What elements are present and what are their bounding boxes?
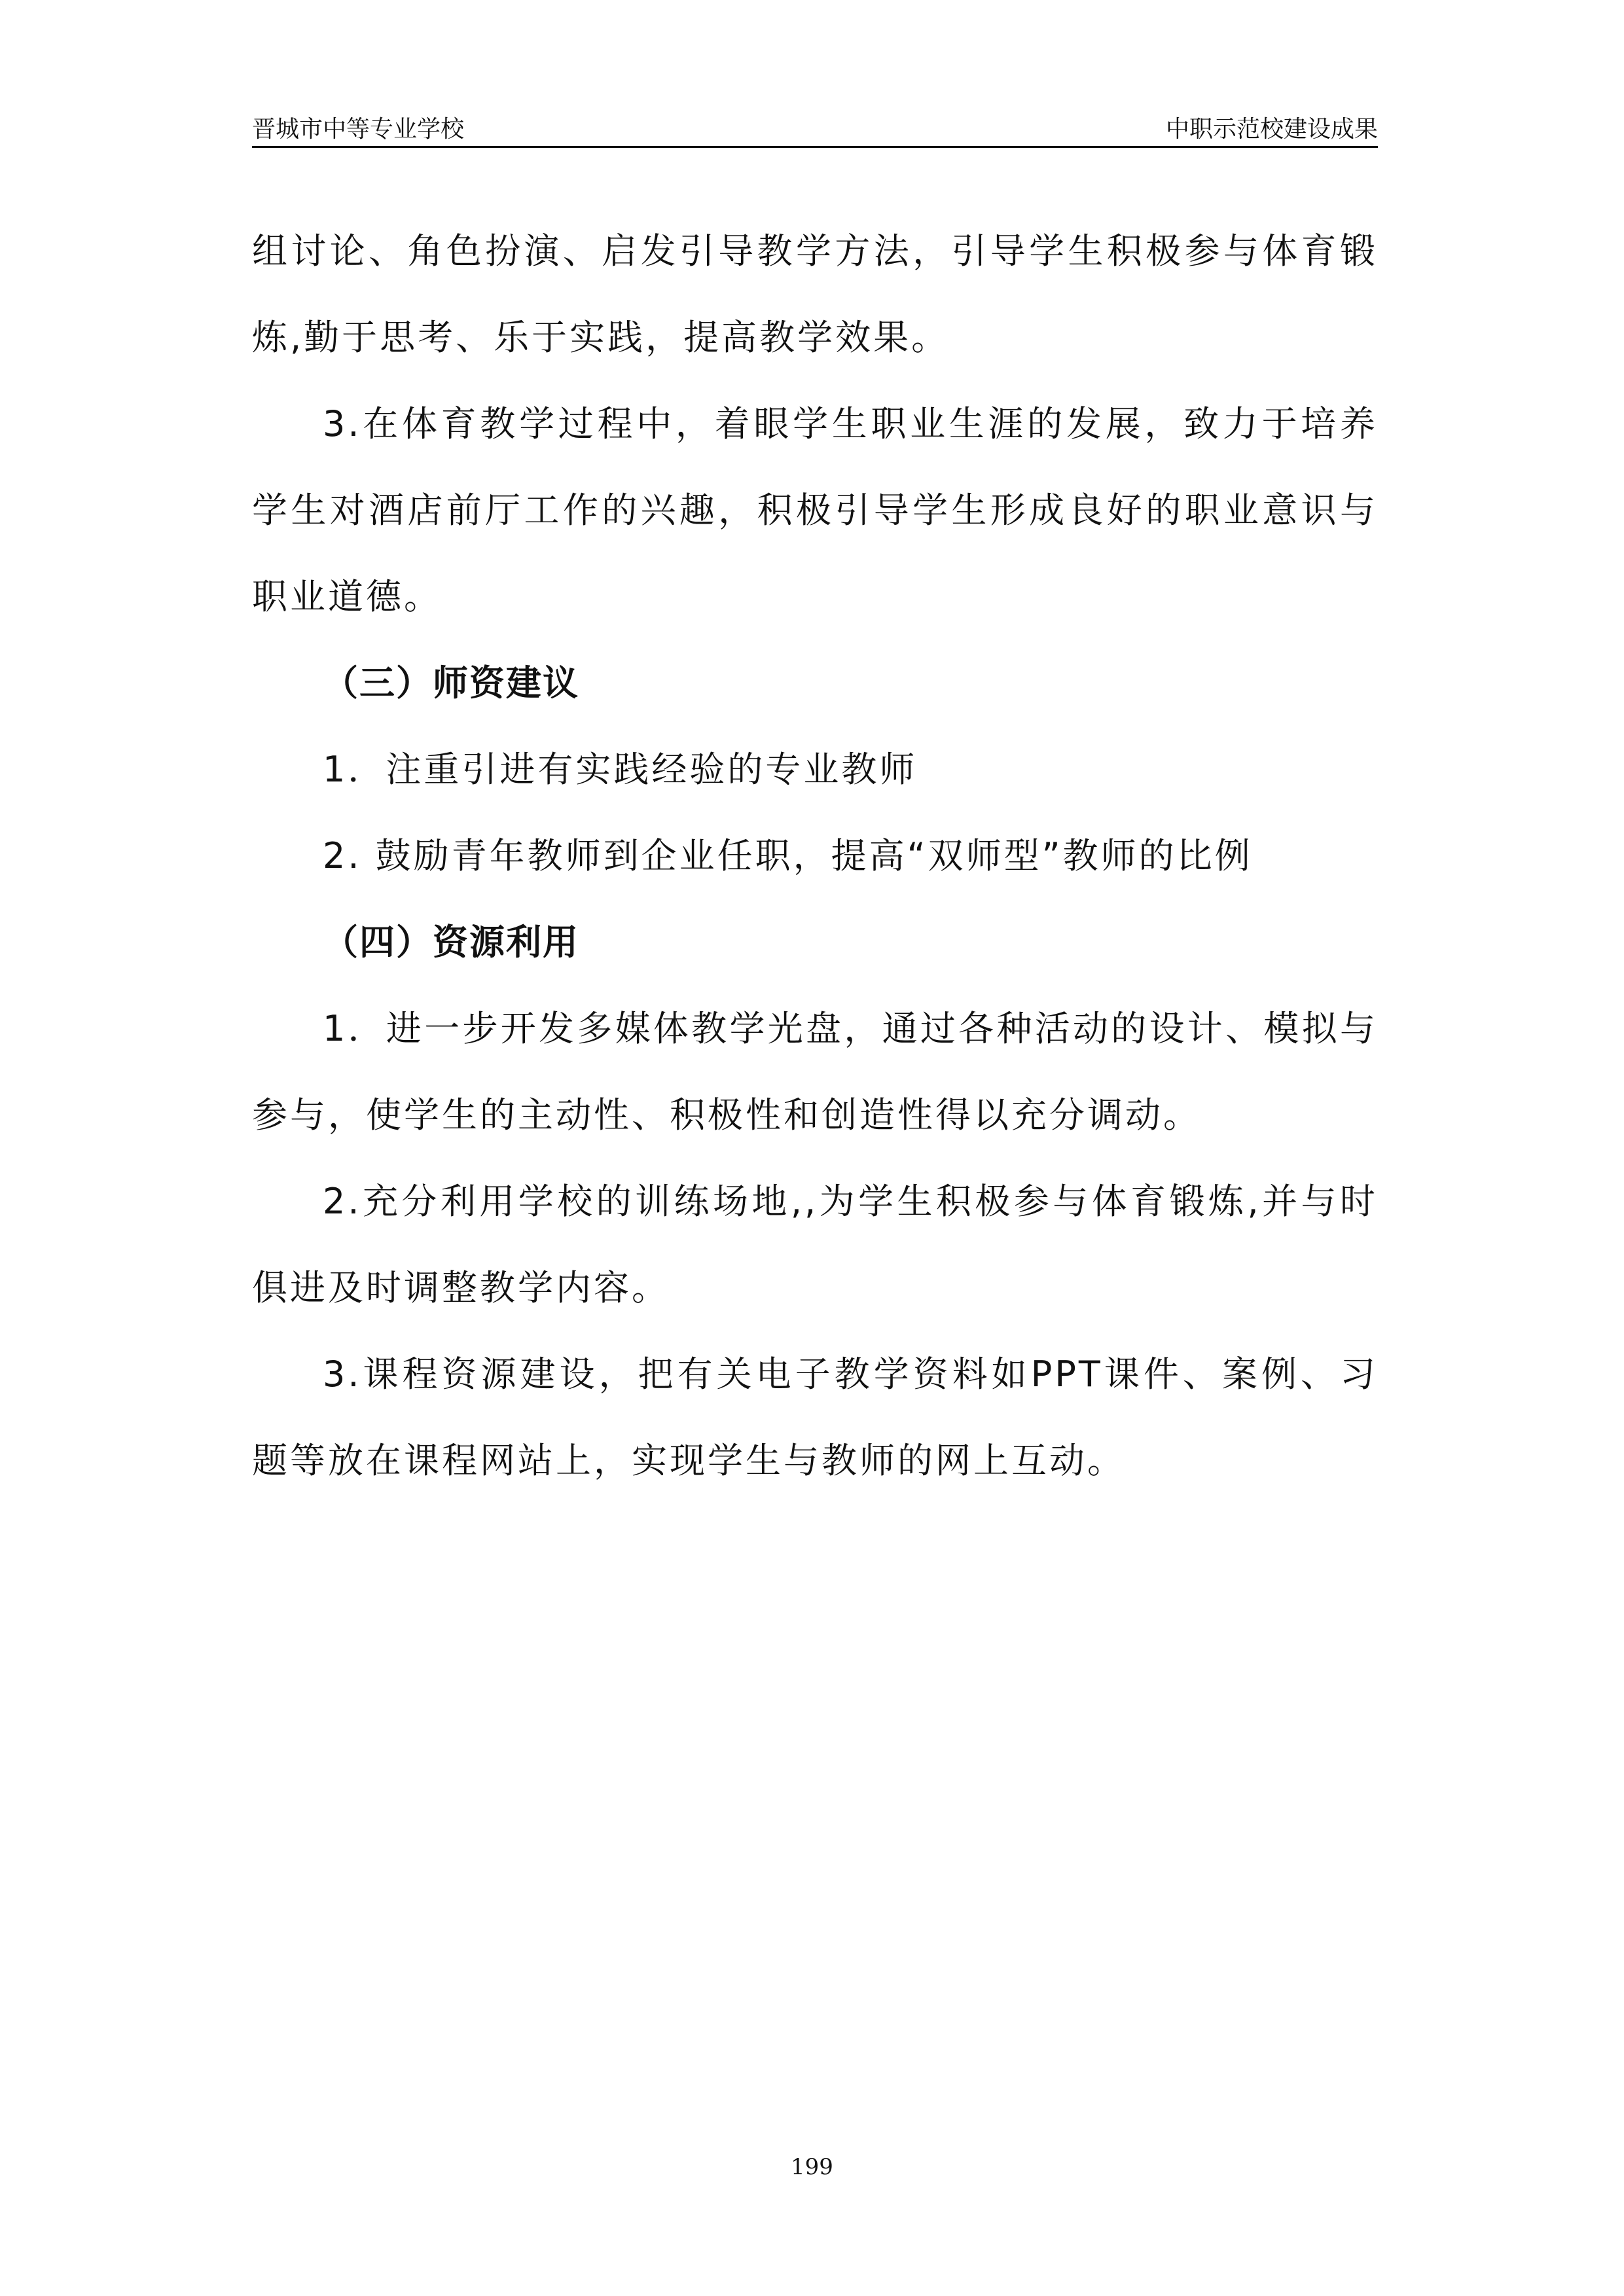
section-heading-teachers: （三）师资建议 [323,662,579,704]
body-text [252,208,1378,1504]
page-number: 199 [791,2154,833,2180]
header-document-title: 中职示范校建设成果 [1165,116,1378,143]
section-heading-resources: （四）资源利用 [323,922,579,963]
paragraph-teachers-1: 1．注重引进有实践经验的专业教师 [323,749,918,790]
paragraph-continuation: 组讨论、角色扮演、启发引导教学方法，引导学生积极参与体育锻炼,勤于思考、乐于实践，提高教学效果。 [252,230,1378,358]
header-divider [252,146,1378,148]
paragraph-resources-2: 2.充分利用学校的训练场地,,为学生积极参与体育锻炼,并与时俱进及时调整教学内容。 [252,1181,1378,1308]
paragraph-item-3: 3.在体育教学过程中，着眼学生职业生涯的发展，致力于培养学生对酒店前厅工作的兴趣，积极引导学生形成良好的职业意识与职业道德。 [252,403,1378,617]
page-header [252,113,1378,147]
paragraph-resources-3: 3.课程资源建设，把有关电子教学资料如PPT课件、案例、习题等放在课程网站上，实现学生与教师的网上互动。 [252,1354,1378,1481]
header-school-name: 晋城市中等专业学校 [252,116,465,143]
paragraph-teachers-2: 2. 鼓励青年教师到企业任职，提高“双师型”教师的比例 [323,835,1253,876]
paragraph-resources-1: 1．进一步开发多媒体教学光盘，通过各种活动的设计、模拟与参与，使学生的主动性、积极性和创造性得以充分调动。 [252,1008,1378,1136]
